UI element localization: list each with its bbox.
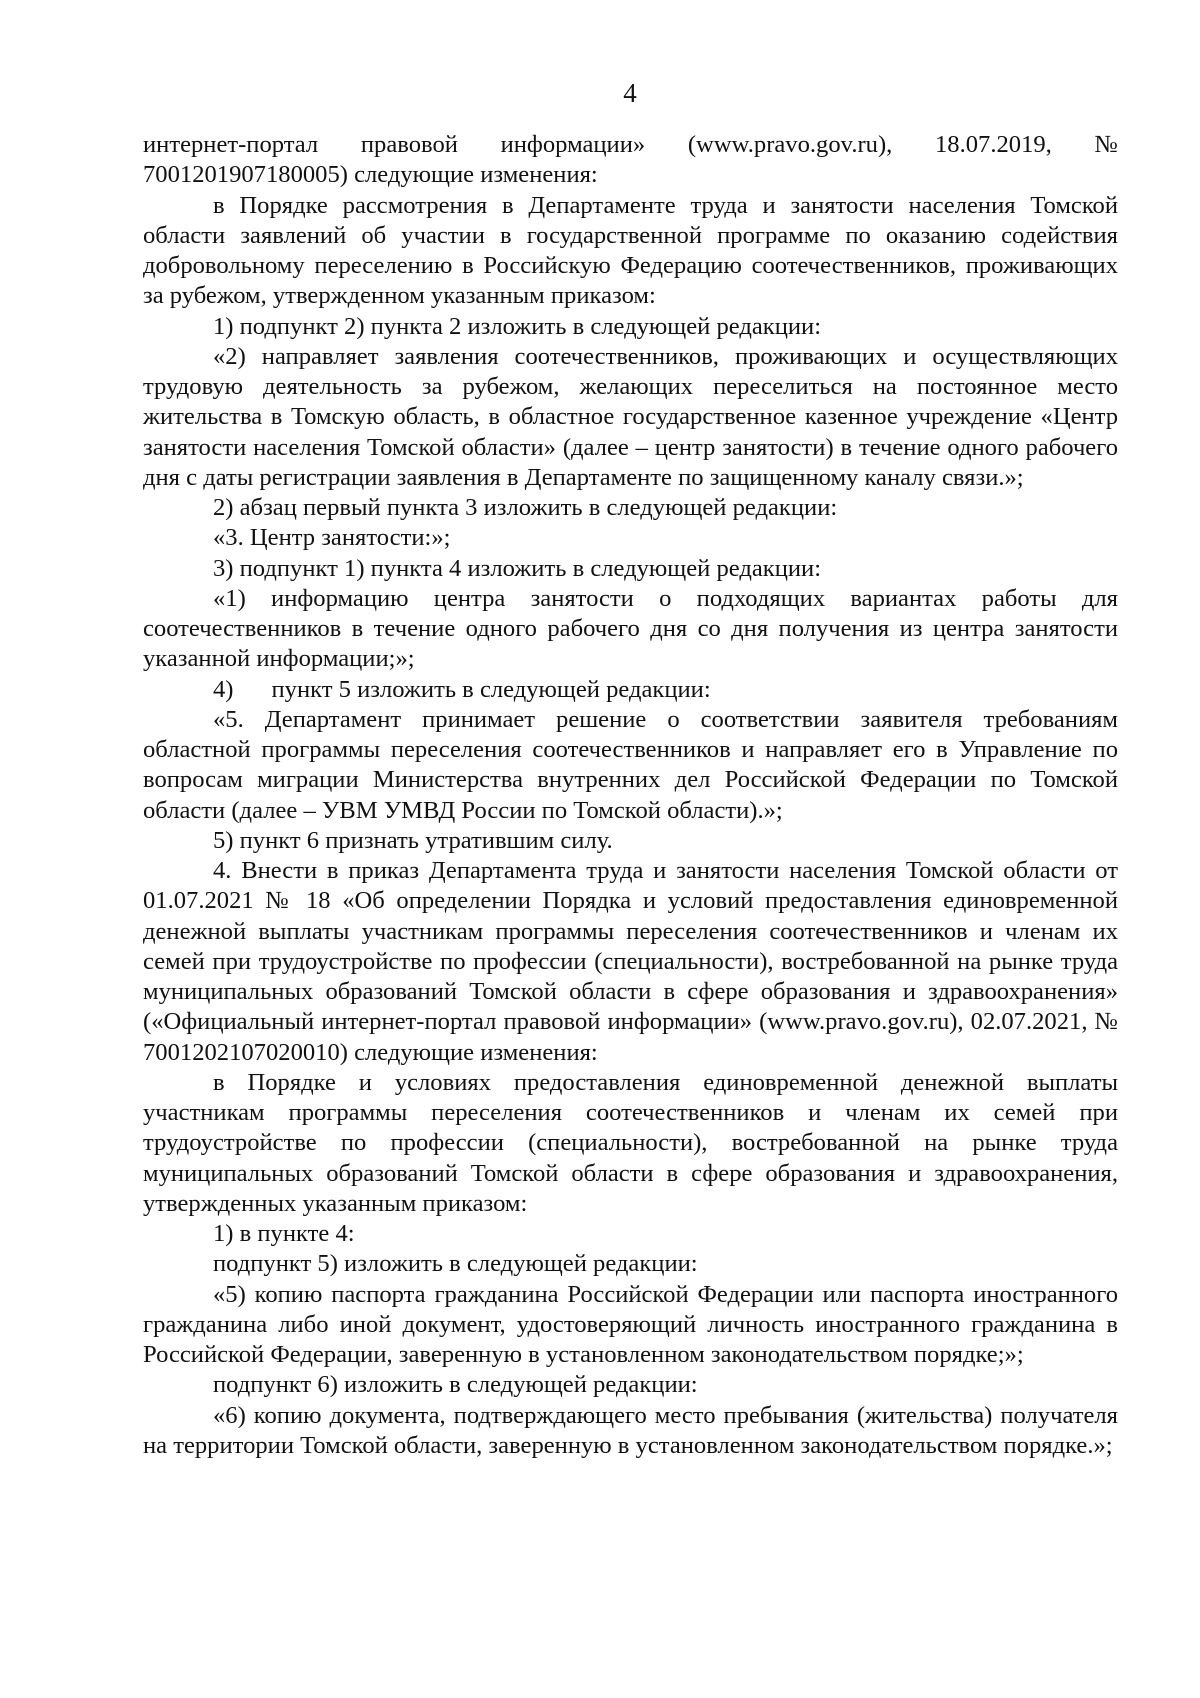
paragraph-prefix: 4) bbox=[213, 675, 234, 703]
paragraph-item-4 bbox=[143, 675, 1118, 705]
paragraph-text: «1) информацию центра занятости о подходящих вариантах работы для соотечественников в течение одного рабочего дня со дня получения из центра занятости указанной информации;»; bbox=[143, 584, 1118, 673]
paragraph-text: 1) подпункт 2) пункта 2 изложить в следующей редакции: bbox=[213, 312, 822, 340]
paragraph-subitem-5 bbox=[143, 1249, 1118, 1279]
paragraph-text: 1) в пункте 4: bbox=[213, 1220, 355, 1247]
paragraph-text: «5) копию паспорта гражданина Российской Федерации или паспорта иностранного гражданина либо иной документ, удостоверяющий личность иностранного гражданина в Российской Федерации, заверенную в установленном законодательством порядке;»; bbox=[143, 1280, 1118, 1368]
paragraph-text: «5. Департамент принимает решение о соответствии заявителя требованиям областной программы переселения соотечественников и направляет его в Управление по вопросам миграции Министерства внутренних дел Российской Федерации по Томской области (далее – УВМ УМВД России по Томской области).»; bbox=[143, 705, 1118, 824]
paragraph-item-1 bbox=[143, 312, 1118, 342]
paragraph-section-4 bbox=[143, 856, 1118, 1068]
paragraph-subitem-6 bbox=[143, 1370, 1118, 1400]
paragraph-quote-5 bbox=[143, 705, 1118, 826]
paragraph-quote-1 bbox=[143, 584, 1118, 675]
paragraph-quote-6 bbox=[143, 1401, 1118, 1462]
paragraph-order-intro-2 bbox=[143, 1068, 1118, 1219]
paragraph-order-intro bbox=[143, 191, 1118, 312]
paragraph-text: «2) направляет заявления соотечественников, проживающих и осуществляющих трудовую деятельность за рубежом, желающих переселиться на постоянное место жительства в Томскую область, в областное государственное казенное учреждение «Центр занятости населения Томской области» (далее – центр занятости) в течение одного рабочего дня с даты регистрации заявления в Департаменте по защищенному каналу связи.»; bbox=[143, 342, 1118, 491]
paragraph-text: «3. Центр занятости:»; bbox=[213, 524, 451, 552]
paragraph-text: подпункт 6) изложить в следующей редакции: bbox=[213, 1371, 698, 1399]
paragraph-quote-2 bbox=[143, 342, 1118, 493]
paragraph-quote-3 bbox=[143, 523, 1118, 553]
paragraph-text: в Порядке и условиях предоставления единовременной денежной выплаты участникам программы переселения соотечественников и членам их семей при трудоустройстве по профессии (специальности), востребованной на рынке труда муниципальных образований Томской области в сфере образования и здравоохранения, утвержденных указанным приказом: bbox=[143, 1068, 1118, 1217]
paragraph-text: 4. Внести в приказ Департамента труда и занятости населения Томской области от 01.07.2021 № 18 «Об определении Порядка и условий предоставления единовременной денежной выплаты участникам программы переселения соотечественников и членам их семей при трудоустройстве по профессии (специальности), востребованной на рынке труда муниципальных образований Томской области в сфере образования и здравоохранения» («Официальный интернет-портал правовой информации» (www.pravo.gov.ru), 02.07.2021, № 7001202107020010) следующие изменения: bbox=[143, 857, 1118, 1066]
paragraph-text: в Порядке рассмотрения в Департаменте труда и занятости населения Томской области заявлений об участии в государственной программе по оказанию содействия добровольному переселению в Российскую Федерацию соотечественников, проживающих за рубежом, утвержденном указанным приказом: bbox=[143, 191, 1118, 310]
paragraph-text: пункт 5 изложить в следующей редакции: bbox=[271, 675, 711, 703]
paragraph-text: интернет-портал правовой информации» (www.pravo.gov.ru), 18.07.2019, № 7001201907180005) следующие изменения: bbox=[143, 131, 1118, 189]
paragraph-continuation bbox=[143, 130, 1118, 191]
paragraph-item-5 bbox=[143, 826, 1118, 856]
paragraph-text: 5) пункт 6 признать утратившим силу. bbox=[213, 826, 613, 854]
paragraph-item-1b bbox=[143, 1219, 1118, 1249]
paragraph-text: подпункт 5) изложить в следующей редакции: bbox=[213, 1250, 698, 1278]
paragraph-item-3 bbox=[143, 554, 1118, 584]
page-number: 4 bbox=[623, 78, 637, 108]
paragraph-quote-5b bbox=[143, 1280, 1118, 1371]
paragraph-item-2 bbox=[143, 493, 1118, 523]
document-body bbox=[143, 130, 1118, 1461]
paragraph-text: 3) подпункт 1) пункта 4 изложить в следующей редакции: bbox=[213, 554, 822, 582]
paragraph-text: «6) копию документа, подтверждающего место пребывания (жительства) получателя на территории Томской области, заверенную в установленном законодательством порядке.»; bbox=[143, 1401, 1118, 1459]
paragraph-text: 2) абзац первый пункта 3 изложить в следующей редакции: bbox=[213, 494, 838, 521]
